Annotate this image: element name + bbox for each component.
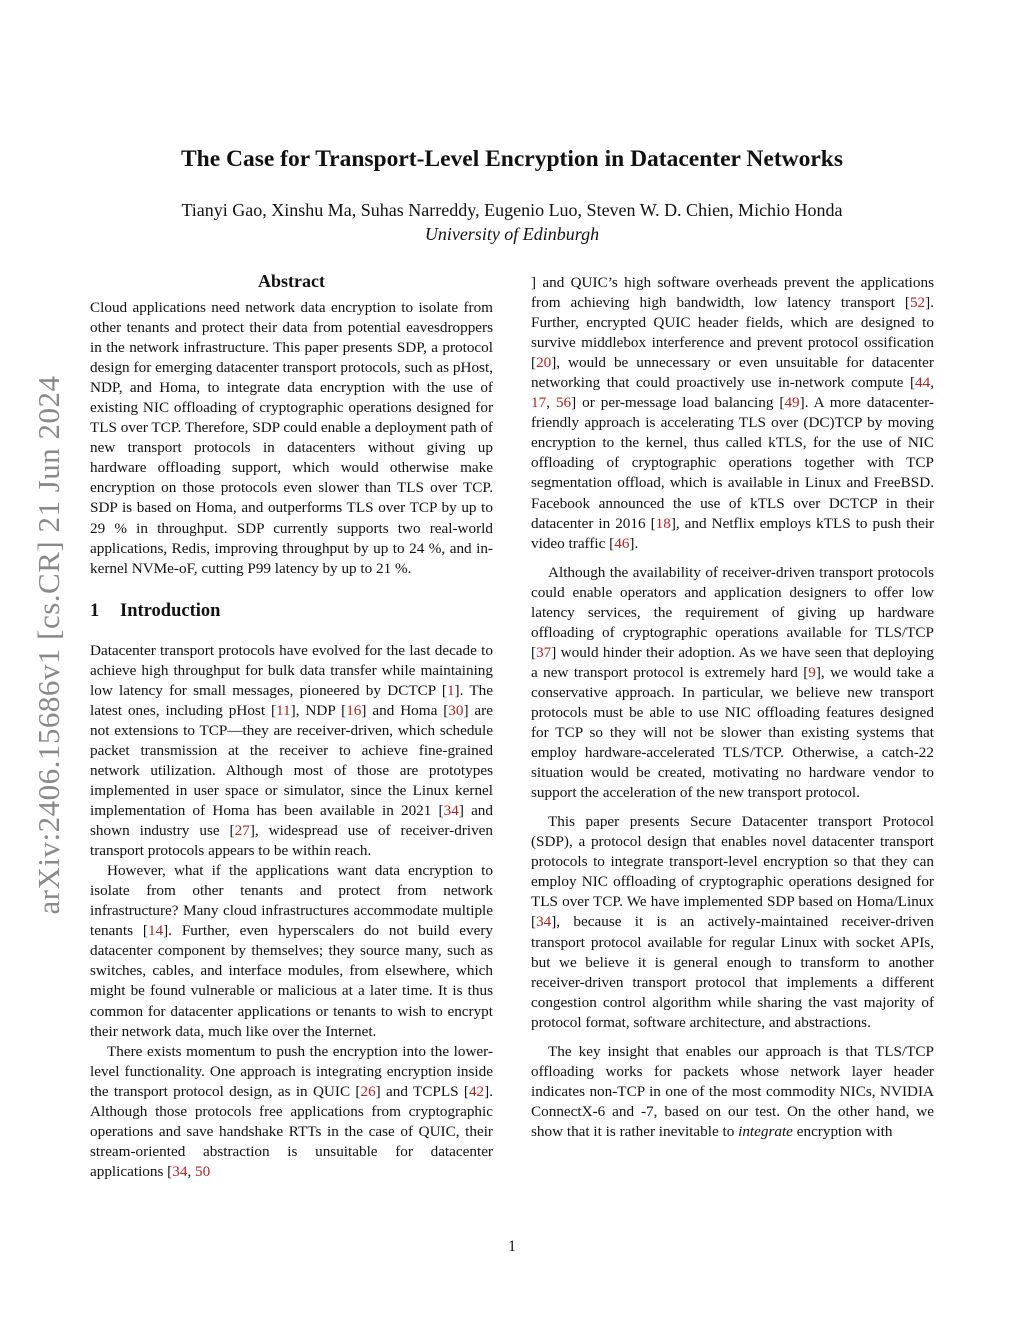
citation-link[interactable]: 42 xyxy=(468,1082,485,1100)
right-column xyxy=(531,273,934,1142)
citation-link[interactable]: 34 xyxy=(172,1162,188,1180)
page-number: 1 xyxy=(508,1238,516,1255)
intro-paragraph-1: Datacenter transport protocols have evolved for the last decade to achieve high throughput for bulk data transfer while maintaining low latency for small messages, pioneered by DCTCP [1]. The latest ones, including pHost [11], NDP [16] and Homa [30] are not extensions to TCP—they are receiver-driven, which schedule packet transmission at the receiver to achieve fine-grained network utilization. Although most of those are prototypes implemented in user space or simulator, since the Linux kernel implementation of Homa has been available in 2021 [34] and shown industry use [27], widespread use of receiver-driven transport protocols appears to be within reach. xyxy=(90,641,493,860)
arxiv-sidebar xyxy=(31,355,66,935)
citation-link[interactable]: 37 xyxy=(536,643,552,661)
citation-link[interactable]: 17 xyxy=(531,394,547,412)
intro-paragraph-3-continued: ] and QUIC’s high software overheads prevent the applications from achieving high bandwidth, low latency transport [52]. Further, encrypted QUIC header fields, which are designed to survive middlebox interference and prevent protocol ossification [20], would be unnecessary or even unsuitable for datacenter networking that could proactively use in-network compute [44, 17, 56] or per-message load balancing [49]. A more datacenter-friendly approach is accelerating TLS over (DC)TCP by moving encryption to the kernel, thus called kTLS, for the use of NIC offloading of cryptographic operations together with TCP segmentation offload, which is available in Linux and FreeBSD. Facebook announced the use of kTLS over DCTCP in their datacenter in 2016 [18], and Netflix employs kTLS to push their video traffic [46]. xyxy=(531,274,935,552)
citation-link[interactable]: 52 xyxy=(909,294,926,312)
left-column xyxy=(90,270,493,1182)
intro-paragraph-2: However, what if the applications want data encryption to isolate from other tenants and protect from network infrastructure? Many cloud infrastructures accommodate multiple tenants [14]. Further, even hyperscalers do not build every datacenter component by themselves; they source many, such as switches, cables, and interface modules, from elsewhere, which might be found vulnerable or malicious at a later time. It is thus common for datacenter applications or tenants to wish to encrypt their network data, much like over the Internet. xyxy=(90,862,493,1040)
citation-link[interactable]: 18 xyxy=(655,514,671,532)
author-list: Tianyi Gao, Xinshu Ma, Suhas Narreddy, Eugenio Luo, Steven W. D. Chien, Michio Honda xyxy=(181,200,843,220)
citation-link[interactable]: 30 xyxy=(448,701,464,719)
intro-paragraph-6: The key insight that enables our approach is that TLS/TCP offloading works for packets whose network layer header indicates non-TCP in one of the most commodity NICs, NVIDIA ConnectX-6 and -7, based on our test. On the other hand, we show that it is rather inevitable to integrate encryption with xyxy=(531,1042,934,1140)
citation-link[interactable]: 14 xyxy=(147,922,164,940)
citation-link[interactable]: 34 xyxy=(536,913,552,931)
citation-link[interactable]: 49 xyxy=(784,394,800,412)
section-number: 1 xyxy=(90,600,100,621)
intro-paragraph-3: There exists momentum to push the encryption into the lower-level functionality. One approach is integrating encryption inside the transport protocol design, as in QUIC [26] and TCPLS [42]. Although those protocols free applications from cryptographic operations and save handshake RTTs in the case of QUIC, their stream-oriented abstraction is unsuitable for datacenter applications [34, 50 xyxy=(90,1042,493,1180)
intro-paragraph-5: This paper presents Secure Datacenter transport Protocol (SDP), a protocol design that enables novel datacenter transport protocols to integrate transport-level encryption so that they can employ NIC offloading of cryptographic operations designed for TLS over TCP. We have implemented SDP based on Homa/Linux [34], because it is an actively-maintained receiver-driven transport protocol available for regular Linux with socket APIs, but we believe it is general enough to transform to another receiver-driven transport protocol that implements a different congestion control algorithm while sharing the vast majority of protocol format, software architecture, and abstractions. xyxy=(531,813,934,1031)
section-title: Introduction xyxy=(120,600,221,621)
citation-link[interactable]: 56 xyxy=(555,394,572,412)
citation-link[interactable]: 20 xyxy=(536,354,552,372)
citation-link[interactable]: 50 xyxy=(195,1162,211,1180)
citation-link[interactable]: 44 xyxy=(915,374,931,392)
citation-link[interactable]: 27 xyxy=(234,822,250,840)
citation-link[interactable]: 1 xyxy=(446,681,455,699)
citation-link[interactable]: 16 xyxy=(346,701,362,719)
citation-link[interactable]: 26 xyxy=(360,1082,376,1100)
citation-link[interactable]: 34 xyxy=(443,802,459,820)
citation-link[interactable]: 9 xyxy=(808,663,816,681)
citation-link[interactable]: 46 xyxy=(614,534,630,552)
paper-title: The Case for Transport-Level Encryption in Datacenter Networks xyxy=(180,146,844,172)
affiliation: University of Edinburgh xyxy=(424,224,600,244)
section-heading-introduction xyxy=(90,599,493,623)
arxiv-identifier: arXiv:2406.15686v1 [cs.CR] 21 Jun 2024 xyxy=(31,375,66,915)
intro-paragraph-4: Although the availability of receiver-driven transport protocols could enable operators and application designers to offer low latency services, the requirement of giving up hardware offloading of cryptographic operations available for TLS/TCP [37] would hinder their adoption. As we have seen that deploying a new transport protocol is extremely hard [9], we would take a conservative approach. In particular, we believe new transport protocols must be able to use NIC offloading features designed for TCP so they will not be slower than existing systems that employ hardware-accelerated TLS/TCP. Otherwise, a catch-22 situation would be created, motivating no hardware vendor to support the acceleration of the new transport protocol. xyxy=(531,563,934,802)
abstract-text: Cloud applications need network data encryption to isolate from other tenants and protect their data from potential eavesdroppers in the network infrastructure. This paper presents SDP, a protocol design for emerging datacenter transport protocols, such as pHost, NDP, and Homa, to integrate data encryption with the use of existing NIC offloading of cryptographic operations designed for TLS over TCP. Therefore, SDP could enable a deployment path of new transport protocols in datacenters without giving up hardware offloading support, which would otherwise make encryption on those protocols even slower than TLS over TCP. SDP is based on Homa, and outperforms TLS over TCP by up to 29 % in throughput. SDP currently supports two real-world applications, Redis, improving throughput by up to 24 %, and in-kernel NVMe-oF, cutting P99 latency by up to 21 %. xyxy=(90,299,493,577)
abstract-heading: Abstract xyxy=(258,271,325,291)
citation-link[interactable]: 11 xyxy=(276,701,291,719)
